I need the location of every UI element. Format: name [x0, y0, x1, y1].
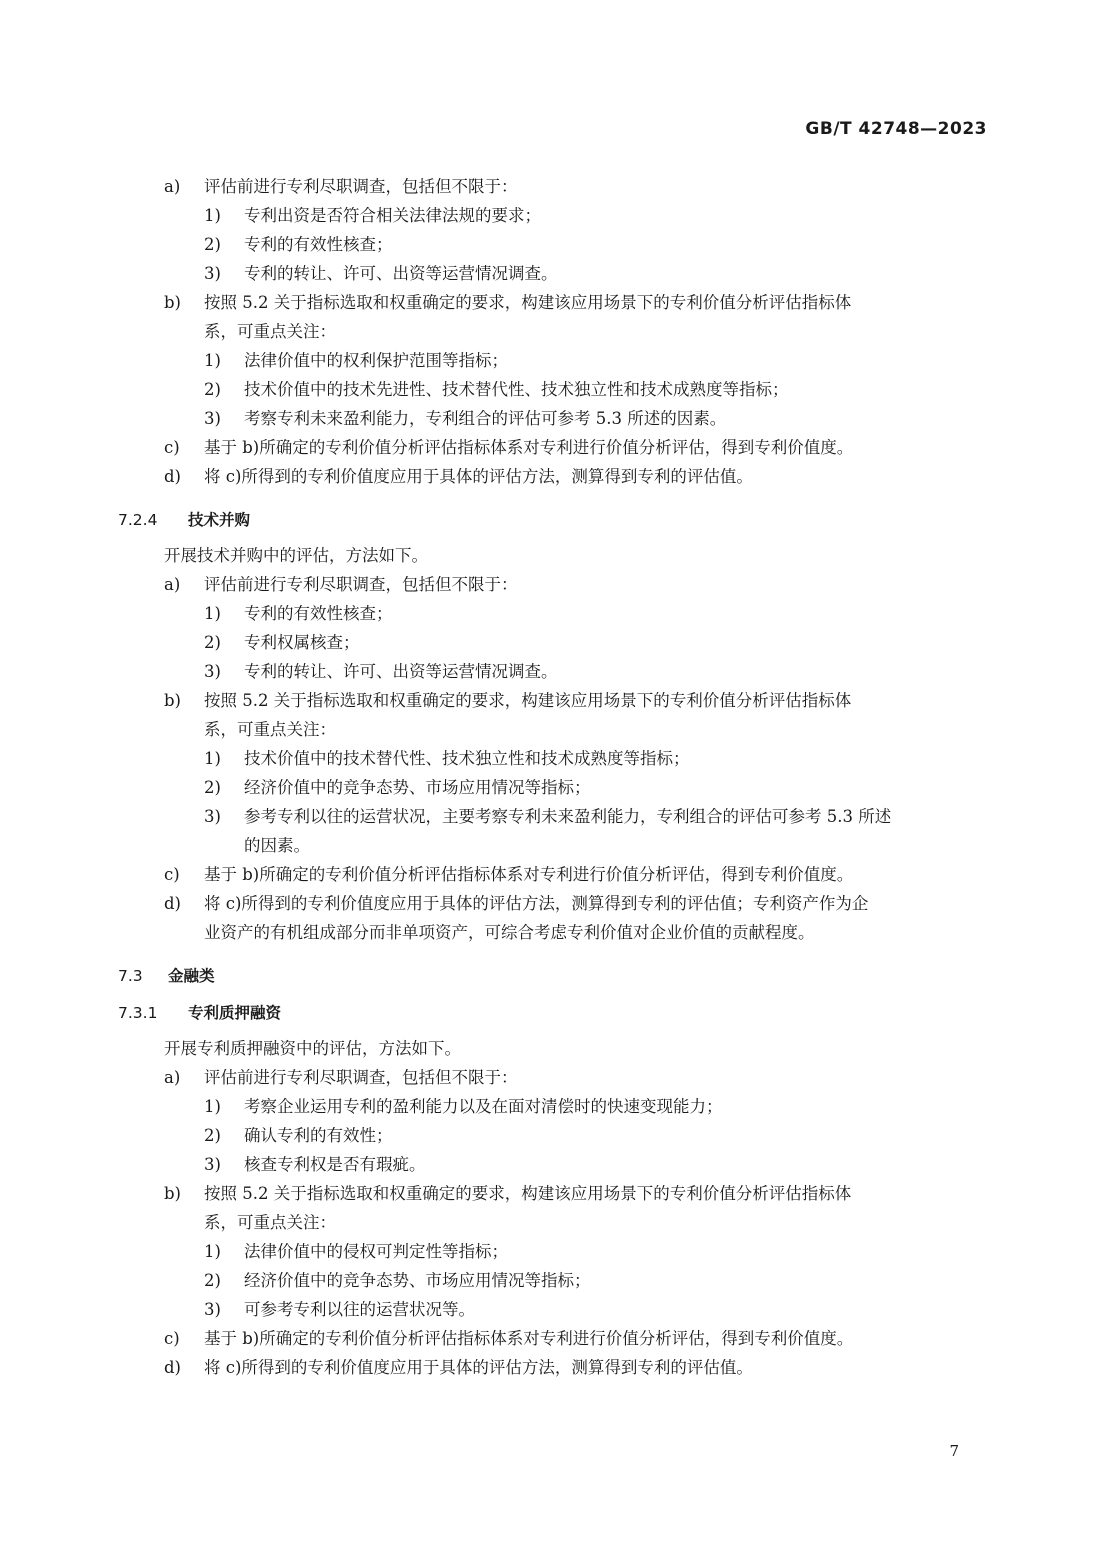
list-item-d-continuation: [118, 918, 988, 947]
sub-item-2: [118, 773, 988, 802]
item-label: b): [164, 293, 181, 312]
item-text: 系，可重点关注：: [204, 322, 336, 341]
item-text: 系，可重点关注：: [204, 720, 336, 739]
item-label: 1): [204, 206, 221, 225]
sub-item-2: [118, 628, 988, 657]
item-label: 3): [204, 1155, 221, 1174]
intro-text: 开展专利质押融资中的评估，方法如下。: [164, 1039, 461, 1058]
item-text: 专利的转让、许可、出资等运营情况调查。: [244, 264, 558, 283]
sub-item-1: [118, 599, 988, 628]
item-text: 系，可重点关注：: [204, 1213, 336, 1232]
item-label: 1): [204, 351, 221, 370]
section-heading-7-3: [118, 960, 988, 993]
item-label: 1): [204, 1097, 221, 1116]
item-text: 专利的转让、许可、出资等运营情况调查。: [244, 662, 558, 681]
item-label: 3): [204, 264, 221, 283]
item-text: 按照 5.2 关于指标选取和权重确定的要求，构建该应用场景下的专利价值分析评估指标体: [204, 691, 852, 710]
list-item-b: [118, 686, 988, 715]
sub-item-3-continuation: [118, 831, 988, 860]
item-text: 法律价值中的权利保护范围等指标；: [244, 351, 508, 370]
item-text: 业资产的有机组成部分而非单项资产，可综合考虑专利价值对企业价值的贡献程度。: [204, 923, 815, 942]
item-label: c): [164, 1329, 180, 1348]
sub-item-2: [118, 230, 988, 259]
section-heading-7-3-1: [118, 997, 988, 1030]
list-item-a: [118, 1063, 988, 1092]
item-text: 专利权属核查；: [244, 633, 360, 652]
item-text: 考察企业运用专利的盈利能力以及在面对清偿时的快速变现能力；: [244, 1097, 723, 1116]
item-label: 2): [204, 633, 221, 652]
sub-item-3: [118, 404, 988, 433]
list-item-a: [118, 570, 988, 599]
sub-item-3: [118, 1295, 988, 1324]
item-label: b): [164, 691, 181, 710]
item-label: b): [164, 1184, 181, 1203]
list-item-b-continuation: [118, 317, 988, 346]
item-text: 的因素。: [244, 836, 310, 855]
list-item-d: [118, 462, 988, 491]
item-label: 2): [204, 778, 221, 797]
item-label: a): [164, 177, 181, 196]
item-text: 经济价值中的竞争态势、市场应用情况等指标；: [244, 1271, 591, 1290]
sub-item-3: [118, 259, 988, 288]
document-body: [118, 172, 988, 1382]
item-label: d): [164, 467, 181, 486]
item-text: 参考专利以往的运营状况，主要考察专利未来盈利能力，专利组合的评估可参考 5.3 所述: [244, 807, 892, 826]
item-text: 将 c)所得到的专利价值度应用于具体的评估方法，测算得到专利的评估值；专利资产作为企: [204, 894, 869, 913]
item-label: a): [164, 575, 181, 594]
section-title: 专利质押融资: [188, 1004, 282, 1022]
item-label: 2): [204, 1126, 221, 1145]
item-text: 专利出资是否符合相关法律法规的要求；: [244, 206, 541, 225]
section-intro: [118, 541, 988, 570]
section-heading-7-2-4: [118, 504, 988, 537]
item-label: 3): [204, 662, 221, 681]
page-number: 7: [949, 1442, 959, 1460]
item-text: 核查专利权是否有瑕疵。: [244, 1155, 426, 1174]
list-item-b: [118, 1179, 988, 1208]
list-item-a: [118, 172, 988, 201]
sub-item-3: [118, 802, 988, 831]
list-item-c: [118, 860, 988, 889]
item-text: 法律价值中的侵权可判定性等指标；: [244, 1242, 508, 1261]
item-label: 3): [204, 1300, 221, 1319]
sub-item-2: [118, 375, 988, 404]
item-label: c): [164, 865, 180, 884]
item-text: 按照 5.2 关于指标选取和权重确定的要求，构建该应用场景下的专利价值分析评估指标体: [204, 1184, 852, 1203]
section-number: 7.3.1: [118, 1004, 158, 1022]
sub-item-1: [118, 744, 988, 773]
item-label: 1): [204, 1242, 221, 1261]
intro-text: 开展技术并购中的评估，方法如下。: [164, 546, 428, 565]
list-item-c: [118, 1324, 988, 1353]
item-text: 基于 b)所确定的专利价值分析评估指标体系对专利进行价值分析评估，得到专利价值度。: [204, 1329, 854, 1348]
sub-item-3: [118, 657, 988, 686]
item-text: 技术价值中的技术先进性、技术替代性、技术独立性和技术成熟度等指标；: [244, 380, 789, 399]
sub-item-2: [118, 1121, 988, 1150]
item-text: 技术价值中的技术替代性、技术独立性和技术成熟度等指标；: [244, 749, 690, 768]
item-label: 2): [204, 380, 221, 399]
section-number: 7.2.4: [118, 511, 158, 529]
item-text: 专利的有效性核查；: [244, 235, 393, 254]
list-item-c: [118, 433, 988, 462]
item-label: 2): [204, 1271, 221, 1290]
sub-item-2: [118, 1266, 988, 1295]
item-text: 将 c)所得到的专利价值度应用于具体的评估方法，测算得到专利的评估值。: [204, 1358, 753, 1377]
item-text: 考察专利未来盈利能力，专利组合的评估可参考 5.3 所述的因素。: [244, 409, 727, 428]
item-text: 评估前进行专利尽职调查，包括但不限于：: [204, 1068, 518, 1087]
standard-code-header: GB/T 42748—2023: [805, 119, 987, 139]
item-text: 按照 5.2 关于指标选取和权重确定的要求，构建该应用场景下的专利价值分析评估指标体: [204, 293, 852, 312]
sub-item-1: [118, 201, 988, 230]
section-title: 金融类: [168, 967, 215, 985]
item-label: a): [164, 1068, 181, 1087]
item-text: 经济价值中的竞争态势、市场应用情况等指标；: [244, 778, 591, 797]
list-item-b-continuation: [118, 1208, 988, 1237]
item-label: 3): [204, 807, 221, 826]
item-label: 2): [204, 235, 221, 254]
sub-item-1: [118, 346, 988, 375]
list-item-b: [118, 288, 988, 317]
sub-item-1: [118, 1237, 988, 1266]
item-text: 基于 b)所确定的专利价值分析评估指标体系对专利进行价值分析评估，得到专利价值度。: [204, 438, 854, 457]
item-label: d): [164, 1358, 181, 1377]
item-text: 专利的有效性核查；: [244, 604, 393, 623]
item-label: 3): [204, 409, 221, 428]
item-label: d): [164, 894, 181, 913]
item-text: 基于 b)所确定的专利价值分析评估指标体系对专利进行价值分析评估，得到专利价值度。: [204, 865, 854, 884]
section-number: 7.3: [118, 967, 143, 985]
section-title: 技术并购: [188, 511, 251, 529]
sub-item-3: [118, 1150, 988, 1179]
item-label: c): [164, 438, 180, 457]
item-text: 可参考专利以往的运营状况等。: [244, 1300, 475, 1319]
item-text: 评估前进行专利尽职调查，包括但不限于：: [204, 177, 518, 196]
item-text: 评估前进行专利尽职调查，包括但不限于：: [204, 575, 518, 594]
item-text: 确认专利的有效性；: [244, 1126, 393, 1145]
sub-item-1: [118, 1092, 988, 1121]
item-label: 1): [204, 604, 221, 623]
list-item-d: [118, 1353, 988, 1382]
item-label: 1): [204, 749, 221, 768]
list-item-d: [118, 889, 988, 918]
item-text: 将 c)所得到的专利价值度应用于具体的评估方法，测算得到专利的评估值。: [204, 467, 753, 486]
list-item-b-continuation: [118, 715, 988, 744]
section-intro: [118, 1034, 988, 1063]
